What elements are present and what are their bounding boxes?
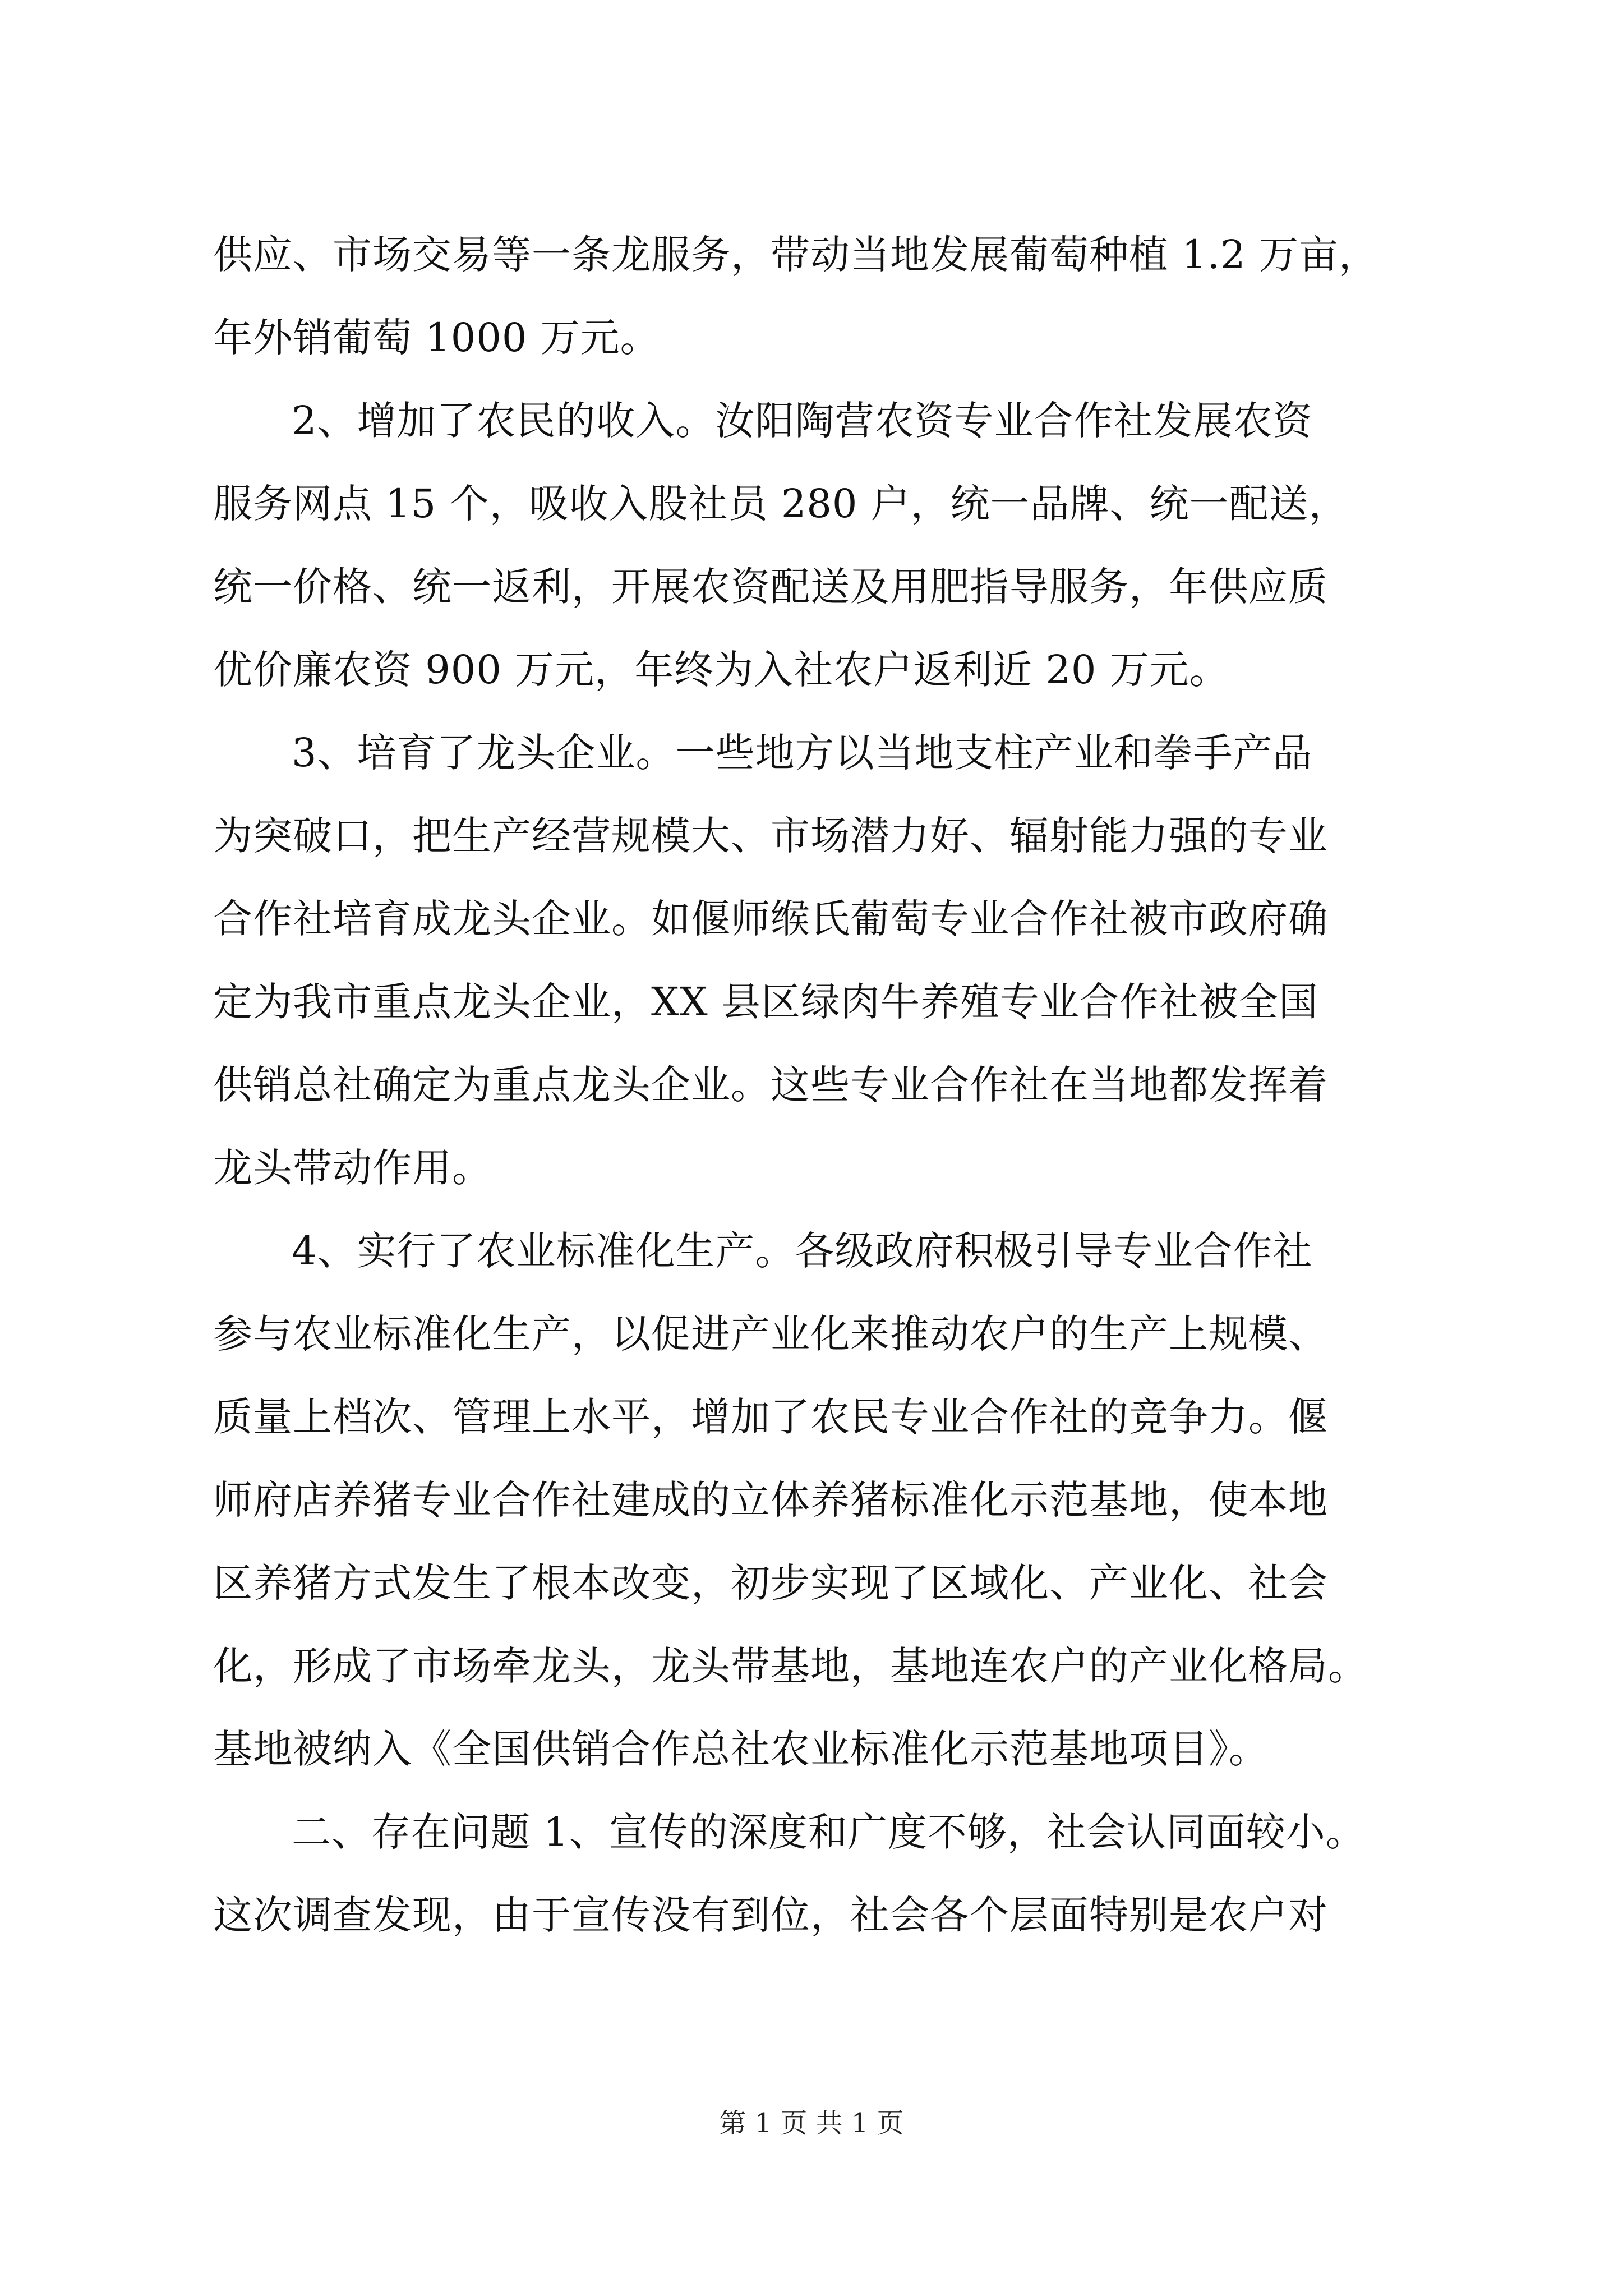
text-line: 统一价格、统一返利，开展农资配送及用肥指导服务，年供应质 (213, 564, 1328, 610)
text-line: 参与农业标准化生产，以促进产业化来推动农户的生产上规模、 (213, 1311, 1328, 1357)
text-line: 这次调查发现，由于宣传没有到位，社会各个层面特别是农户对 (213, 1892, 1328, 1938)
text-line: 服务网点 15 个，吸收入股社员 280 户，统一品牌、统一配送， (213, 481, 1349, 527)
text-line: 合作社培育成龙头企业。如偃师缑氏葡萄专业合作社被市政府确 (213, 896, 1328, 942)
paragraph-start-line: 3、培育了龙头企业。一些地方以当地支柱产业和拳手产品 (292, 730, 1313, 776)
text-line: 定为我市重点龙头企业，XX 县区绿肉牛养殖专业合作社被全国 (213, 979, 1318, 1025)
text-line: 为突破口，把生产经营规模大、市场潜力好、辐射能力强的专业 (213, 813, 1328, 859)
text-line: 基地被纳入《全国供销合作总社农业标准化示范基地项目》。 (213, 1726, 1269, 1772)
text-line: 质量上档次、管理上水平，增加了农民专业合作社的竞争力。偃 (213, 1394, 1328, 1440)
text-line: 化，形成了市场牵龙头，龙头带基地，基地连农户的产业化格局。 (213, 1643, 1368, 1689)
text-line: 龙头带动作用。 (213, 1145, 492, 1191)
paragraph-start-line: 4、实行了农业标准化生产。各级政府积极引导专业合作社 (292, 1228, 1313, 1274)
text-line: 供销总社确定为重点龙头企业。这些专业合作社在当地都发挥着 (213, 1062, 1328, 1108)
paragraph-start-line: 2、增加了农民的收入。汝阳陶营农资专业合作社发展农资 (292, 398, 1313, 444)
text-line: 供应、市场交易等一条龙服务，带动当地发展葡萄种植 1.2 万亩， (213, 232, 1378, 278)
text-line: 师府店养猪专业合作社建成的立体养猪标准化示范基地，使本地 (213, 1477, 1328, 1523)
text-line: 优价廉农资 900 万元，年终为入社农户返利近 20 万元。 (213, 647, 1229, 693)
text-line: 区养猪方式发生了根本改变，初步实现了区域化、产业化、社会 (213, 1560, 1328, 1606)
text-line: 年外销葡萄 1000 万元。 (213, 315, 660, 361)
body-text (213, 213, 1424, 1957)
paragraph-start-line: 二、存在问题 1、宣传的深度和广度不够，社会认同面较小。 (292, 1809, 1366, 1855)
page-footer: 第 1 页 共 1 页 (719, 2108, 904, 2139)
